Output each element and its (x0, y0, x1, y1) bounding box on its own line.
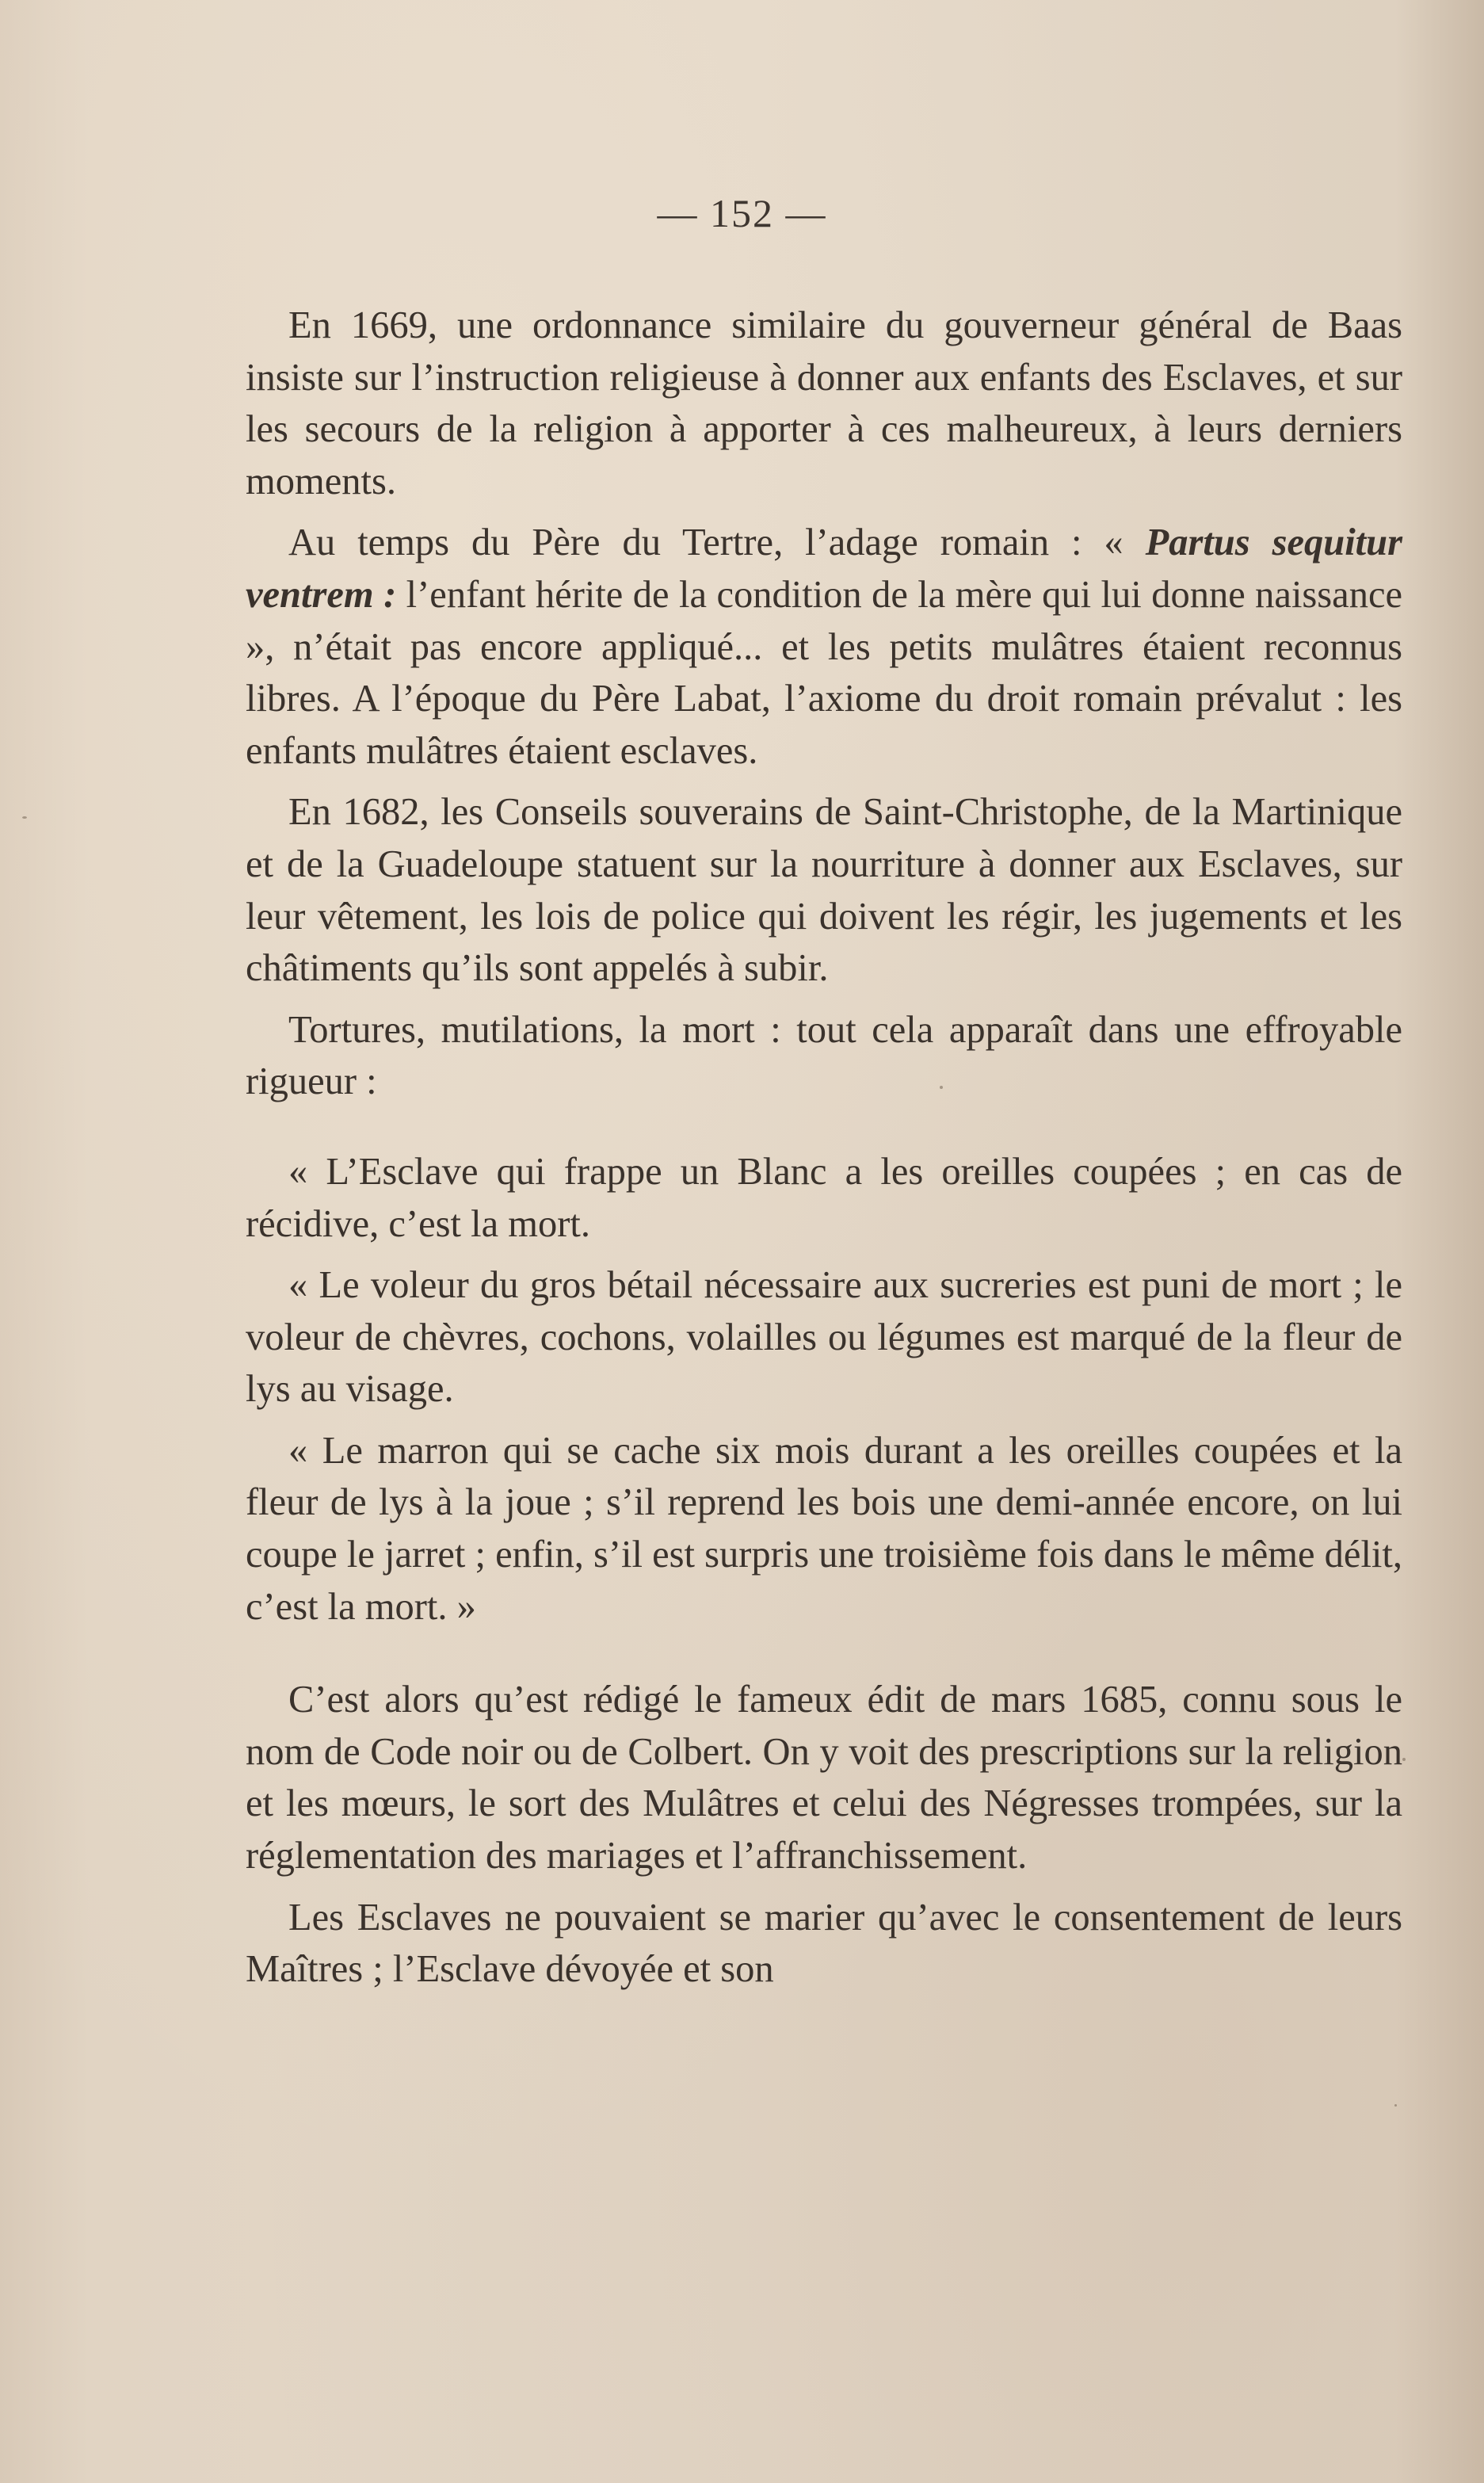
paper-speck (940, 1086, 943, 1089)
paragraph-mariages: Les Esclaves ne pouvaient se marier qu’avec le consentement de leurs Maîtres ; l’Esclave dévoyée et son (246, 1896, 1402, 1991)
page-number: — 152 — (657, 191, 827, 235)
paragraph-ordonnance-1669: En 1669, une ordonnance similaire du gouverneur général de Baas insiste sur l’instruction religieuse à donner aux enfants des Esclaves, et sur les secours de la religion à apporter à ces malheureux, à leurs derniers moments. (246, 304, 1402, 502)
paragraph-pere-du-tertre-rest: l’enfant hérite de la condition de la mère qui lui donne naissance », n’était pas encore appliqué... et les petits mulâtres étaient reconnus libres. A l’époque du Père Labat, l’axiome du droit romain prévalut : les enfants mulâtres étaient esclaves. (246, 573, 1402, 772)
page-body-text (246, 300, 1402, 2005)
quote-marron: « Le marron qui se cache six mois durant a les oreilles coupées et la fleur de lys à la joue ; s’il reprend les bois une demi-année encore, on lui coupe le jarret ; enfin, s’il est surpris une troisième fois dans le même délit, c’est la mort. » (246, 1429, 1402, 1628)
paragraph-pere-du-tertre-start: Au temps du Père du Tertre, l’adage romain : « (288, 521, 1146, 564)
quote-voleur: « Le voleur du gros bétail nécessaire aux sucreries est puni de mort ; le voleur de chèvres, cochons, volailles ou légumes est marqué de la fleur de lys au visage. (246, 1264, 1402, 1411)
paper-speck (22, 816, 27, 819)
latin-adage: Partus sequitur ventrem : (246, 521, 1402, 616)
paper-speck (1402, 1758, 1406, 1761)
quote-esclave-frappe: « L’Esclave qui frappe un Blanc a les oreilles coupées ; en cas de récidive, c’est la mort. (246, 1150, 1402, 1245)
paragraph-code-noir: C’est alors qu’est rédigé le fameux édit de mars 1685, connu sous le nom de Code noir ou de Colbert. On y voit des prescriptions sur la religion et les mœurs, le sort des Mulâtres et celui des Négresses trompées, sur la réglementation des mariages et l’affranchissement. (246, 1679, 1402, 1878)
paragraph-pere-du-tertre (246, 517, 1402, 777)
paragraph-conseils-1682: En 1682, les Conseils souverains de Saint-Christophe, de la Martinique et de la Guadeloupe statuent sur la nourriture à donner aux Esclaves, sur leur vêtement, les lois de police qui doivent les régir, les jugements et les châtiments qu’ils sont appelés à subir. (246, 791, 1402, 990)
paragraph-tortures: Tortures, mutilations, la mort : tout cela apparaît dans une effroyable rigueur : (246, 1008, 1402, 1103)
paper-speck (1394, 2104, 1397, 2107)
